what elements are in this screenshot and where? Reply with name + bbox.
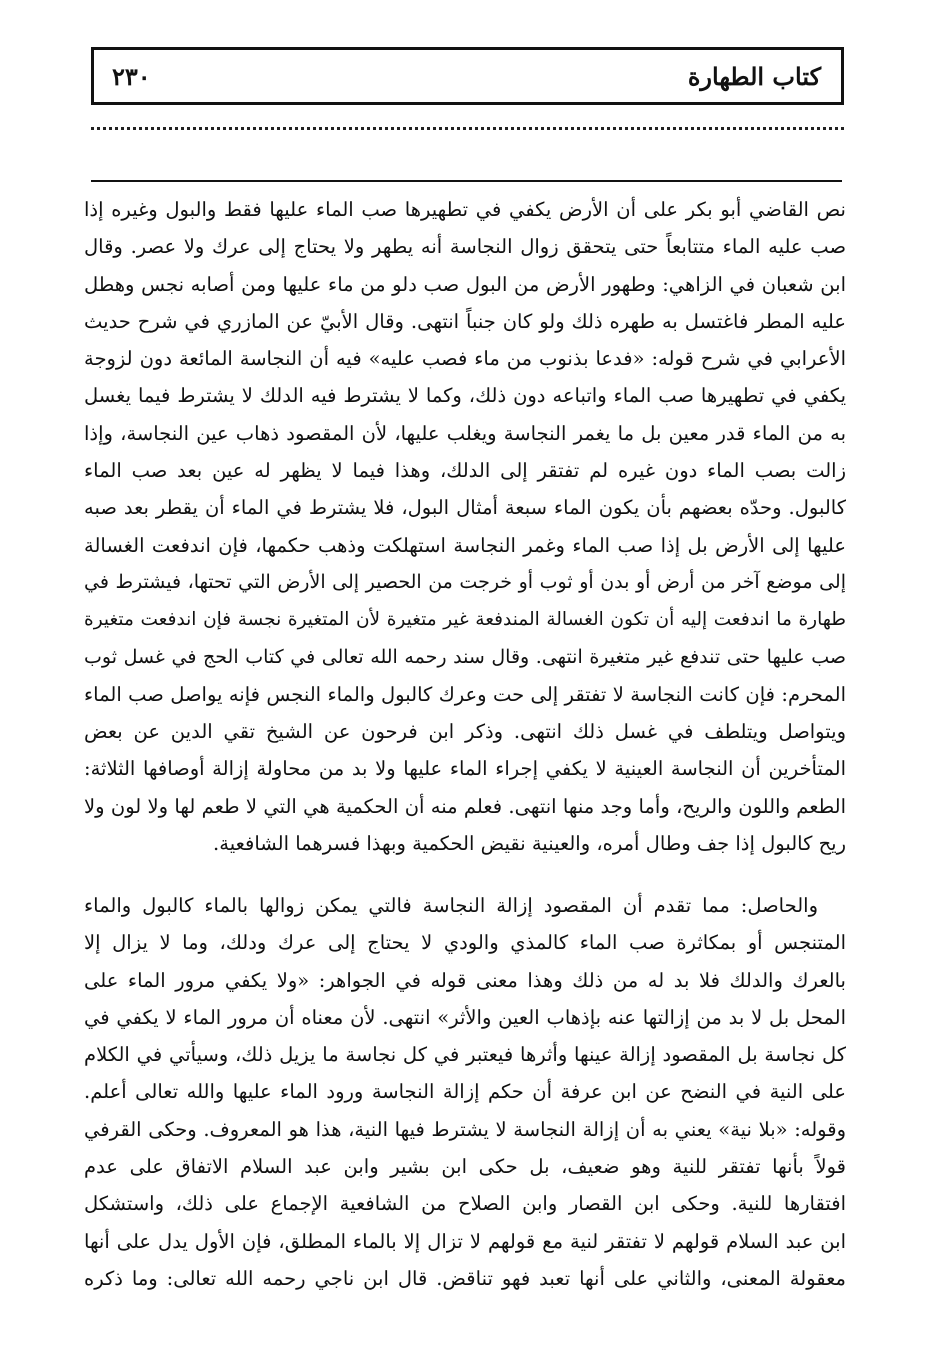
text-line: به من الماء قدر معين بل ما يغمر النجاسة ويغلب عليها، لأن المقصود ذهاب عين النجاسة، وإذا bbox=[84, 421, 846, 445]
dotted-divider bbox=[91, 127, 844, 130]
text-line: وقوله: «بلا نية» يعني به أن إزالة النجاسة لا يشترط فيها النية، هذا هو المعروف. وحكى القرفي bbox=[84, 1117, 846, 1141]
text-line: افتقارها للنية. وحكى ابن القصار وابن الصلاح من الشافعية الإجماع على ذلك، واستشكل bbox=[84, 1192, 846, 1216]
text-line: المتأخرين أن النجاسة العينية لا يكفي إجراء الماء عليها ولا بد من محاولة إزالة أوصافها الثلاثة: bbox=[84, 757, 846, 781]
paragraph-1 bbox=[84, 191, 846, 862]
text-line: زالت بصب الماء دون غيره لم تفتقر إلى الدلك، وهذا فيما لا يظهر له عين بعد صب الماء bbox=[84, 459, 846, 483]
solid-divider bbox=[91, 180, 842, 182]
text-line: ريح كالبول إذا جف وطال أمره، والعينية نقيض الحكمية وبهذا فسرهما الشافعية. bbox=[213, 832, 846, 856]
text-line: الطعم واللون والريح، وأما وجد منها انتهى. فعلم منه أن الحكمية هي التي لا طعم لها ولا لون ولا bbox=[84, 794, 846, 818]
text-line: صب عليها حتى تندفع غير متغيرة انتهى. وقال سند رحمه الله تعالى في كتاب الحج في غسل ثوب bbox=[84, 645, 846, 668]
text-line: المحرم: فإن كانت النجاسة لا تفتقر إلى حت وعرك كالبول والماء النجس فإنه يواصل صب الماء bbox=[84, 682, 846, 706]
text-line: بالعرك والدلك فلا بد له من ذلك وهذا معنى قوله في الجواهر: «ولا يكفي مرور الماء على bbox=[84, 968, 846, 992]
text-line: كالبول. وحدّه بعضهم بأن يكون الماء سبعة أمثال البول، فلا يشترط في الماء أن يقطر بعد صبه bbox=[84, 496, 846, 520]
text-line: ابن شعبان في الزاهي: وطهور الأرض من البول صب دلو من ماء عليها ومن أصابه نجس وهطل bbox=[84, 272, 846, 296]
text-line: يكفي في تطهيرها صب الماء واتباعه دون ذلك، وكما لا يشترط فيه الدلك لا يشترط فيما يغسل bbox=[84, 384, 846, 408]
paragraph-2 bbox=[84, 887, 846, 1297]
text-line: والحاصل: مما تقدم أن المقصود إزالة النجاسة فالتي يمكن زوالها بالماء كالبول والماء bbox=[84, 894, 818, 917]
text-line: صب عليه الماء متتابعاً حتى يتحقق زوال النجاسة أنه يطهر ولا يحتاج إلى عرك ولا عصر. وقال bbox=[84, 235, 846, 259]
text-line: كل نجاسة بل المقصود إزالة عينها وأثرها فيعتبر في كل نجاسة ما يزيل ذلك، وسيأتي في الكلام bbox=[84, 1043, 846, 1067]
page-number: ٢٣٠ bbox=[112, 62, 151, 91]
text-line: إلى موضع آخر من أرض أو بدن أو ثوب أو خرجت من الحصير إلى الأرض التي تحتها، فيشترط في bbox=[84, 570, 846, 593]
chapter-title: كتاب الطهارة bbox=[687, 62, 821, 91]
text-line: معقولة المعنى، والثاني على أنها تعبد فهو تناقض. قال ابن ناجي رحمه الله تعالى: وما ذكره bbox=[84, 1266, 846, 1290]
text-line: طهارة ما اندفعت إليه أن تكون الغسالة المندفعة غير متغيرة لأن المتغيرة نجسة فإن اندفعت متغيرة bbox=[84, 609, 846, 631]
text-line: عليها إلى الأرض بل إذا صب الماء وغمر النجاسة استهلكت وذهب حكمها، فإن اندفعت الغسالة bbox=[84, 533, 846, 557]
text-line: المتنجس أو بمكاثرة صب الماء كالمذي والودي لا يحتاج إلى عرك ودلك، وما لا يزال إلا bbox=[84, 931, 846, 955]
text-line: عليه المطر فاغتسل به طهره ذلك ولو كان جنباً انتهى. وقال الأبيّ عن المازري في شرح حديث bbox=[84, 309, 846, 333]
text-line: الأعرابي في شرح قوله: «فدعا بذنوب من ماء فصب عليه» فيه أن النجاسة المائعة دون لزوجة bbox=[84, 347, 846, 371]
text-line: ابن عبد السلام قولهم لا تفتقر لنية مع قولهم لا تزال إلا بالماء المطلق، فإن الأول يدل على أنها bbox=[84, 1229, 846, 1253]
text-line: نص القاضي أبو بكر على أن الأرض يكفي في تطهيرها صب الماء عليها فقط والبول وغيره إذا bbox=[84, 198, 846, 221]
text-line: المحل بل لا بد من إزالتها عنه بإذهاب العين والأثر» انتهى. لأن معناه أن مرور الماء لا يكفي في bbox=[84, 1005, 846, 1029]
text-line: ويتواصل ويتلطف في غسل ذلك انتهى. وذكر ابن فرحون عن الشيخ تقي الدين عن بعض bbox=[84, 720, 846, 744]
text-line: قولاً بأنها تفتقر للنية وهو ضعيف، بل حكى ابن بشير وابن عبد السلام الاتفاق على عدم bbox=[84, 1155, 846, 1179]
text-line: على النية في النضح عن ابن عرفة أن حكم إزالة النجاسة ورود الماء عليها والله تعالى أعلم. bbox=[84, 1080, 846, 1104]
page-header bbox=[91, 47, 844, 105]
